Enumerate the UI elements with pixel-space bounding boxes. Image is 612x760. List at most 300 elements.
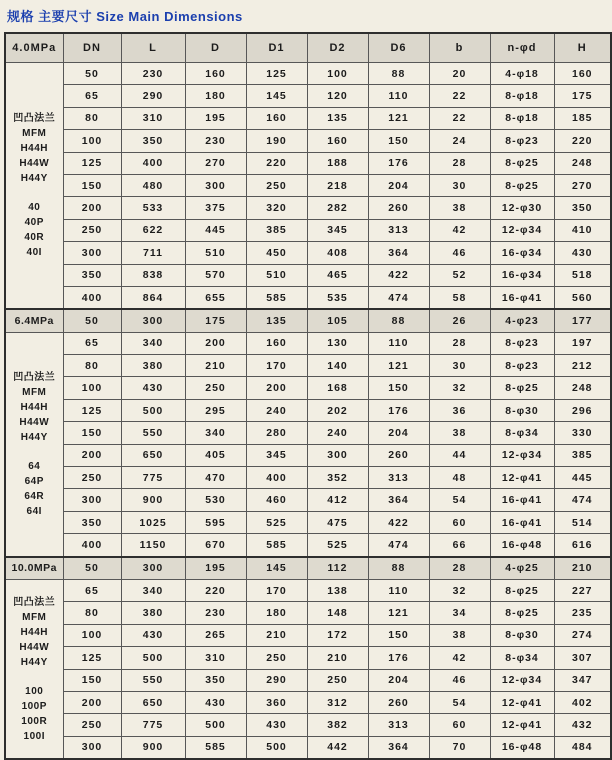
table-cell: 570 xyxy=(185,264,246,286)
table-cell: 28 xyxy=(429,557,490,580)
table-cell: 12-φ34 xyxy=(490,669,554,691)
table-cell: 8-φ23 xyxy=(490,130,554,152)
table-cell: 12-φ41 xyxy=(490,467,554,489)
table-cell: 550 xyxy=(121,422,185,444)
pressure-cell: 4.0MPa xyxy=(5,33,63,63)
table-cell: 22 xyxy=(429,107,490,129)
side-label-cell xyxy=(5,579,63,759)
table-row xyxy=(5,511,611,533)
table-cell: 460 xyxy=(246,489,307,511)
table-cell: 60 xyxy=(429,511,490,533)
table-cell: 8-φ25 xyxy=(490,579,554,601)
table-row xyxy=(5,242,611,264)
table-cell: 197 xyxy=(554,332,611,354)
pressure-cell: 6.4MPa xyxy=(5,309,63,332)
table-cell: 470 xyxy=(185,467,246,489)
table-cell: 24 xyxy=(429,130,490,152)
table-cell: 46 xyxy=(429,669,490,691)
table-cell: 50 xyxy=(63,309,121,332)
table-cell: 350 xyxy=(185,669,246,691)
table-cell: 240 xyxy=(307,422,368,444)
table-cell: 364 xyxy=(368,242,429,264)
column-header: D2 xyxy=(307,33,368,63)
table-row xyxy=(5,534,611,557)
table-cell: 8-φ34 xyxy=(490,422,554,444)
table-row xyxy=(5,355,611,377)
flange-type-label: MFM xyxy=(22,128,47,140)
table-row xyxy=(5,714,611,736)
table-cell: 235 xyxy=(554,602,611,624)
table-cell: 200 xyxy=(185,332,246,354)
table-cell: 30 xyxy=(429,174,490,196)
table-row xyxy=(5,174,611,196)
table-cell: 518 xyxy=(554,264,611,286)
table-cell: 150 xyxy=(368,624,429,646)
table-cell: 195 xyxy=(185,557,246,580)
table-row xyxy=(5,691,611,713)
model-code-label: 100I xyxy=(23,730,45,742)
table-cell: 110 xyxy=(368,85,429,107)
table-cell: 408 xyxy=(307,242,368,264)
table-cell: 352 xyxy=(307,467,368,489)
table-cell: 105 xyxy=(307,309,368,332)
table-cell: 100 xyxy=(63,624,121,646)
table-cell: 307 xyxy=(554,647,611,669)
table-cell: 8-φ25 xyxy=(490,602,554,624)
column-header: DN xyxy=(63,33,121,63)
table-cell: 248 xyxy=(554,152,611,174)
table-cell: 380 xyxy=(121,602,185,624)
table-cell: 125 xyxy=(246,63,307,85)
column-header: H xyxy=(554,33,611,63)
table-cell: 175 xyxy=(185,309,246,332)
table-cell: 310 xyxy=(185,647,246,669)
table-cell: 250 xyxy=(63,219,121,241)
table-cell: 8-φ25 xyxy=(490,174,554,196)
table-cell: 500 xyxy=(246,736,307,759)
column-header: L xyxy=(121,33,185,63)
table-cell: 220 xyxy=(554,130,611,152)
table-cell: 172 xyxy=(307,624,368,646)
table-row xyxy=(5,647,611,669)
table-cell: 170 xyxy=(246,579,307,601)
table-cell: 260 xyxy=(368,691,429,713)
table-cell: 533 xyxy=(121,197,185,219)
flange-type-label: H44Y xyxy=(20,656,48,668)
table-cell: 250 xyxy=(63,467,121,489)
table-cell: 148 xyxy=(307,602,368,624)
table-cell: 80 xyxy=(63,107,121,129)
table-cell: 474 xyxy=(554,489,611,511)
table-cell: 422 xyxy=(368,511,429,533)
table-cell: 188 xyxy=(307,152,368,174)
table-cell: 36 xyxy=(429,399,490,421)
table-cell: 465 xyxy=(307,264,368,286)
table-cell: 112 xyxy=(307,557,368,580)
table-cell: 138 xyxy=(307,579,368,601)
table-cell: 510 xyxy=(246,264,307,286)
table-cell: 385 xyxy=(246,219,307,241)
table-cell: 550 xyxy=(121,669,185,691)
table-cell: 202 xyxy=(307,399,368,421)
table-cell: 150 xyxy=(63,422,121,444)
table-cell: 500 xyxy=(121,647,185,669)
table-cell: 585 xyxy=(246,534,307,557)
table-cell: 382 xyxy=(307,714,368,736)
table-cell: 50 xyxy=(63,557,121,580)
table-cell: 510 xyxy=(185,242,246,264)
table-cell: 80 xyxy=(63,355,121,377)
flange-type-label: H44H xyxy=(20,401,49,413)
table-cell: 330 xyxy=(554,422,611,444)
table-cell: 364 xyxy=(368,736,429,759)
table-cell: 130 xyxy=(307,332,368,354)
table-cell: 8-φ23 xyxy=(490,355,554,377)
table-cell: 313 xyxy=(368,219,429,241)
table-cell: 345 xyxy=(246,444,307,466)
table-cell: 210 xyxy=(246,624,307,646)
table-cell: 12-φ34 xyxy=(490,444,554,466)
page-title-zh: 规格 主要尺寸 xyxy=(7,9,93,24)
table-cell: 20 xyxy=(429,63,490,85)
table-cell: 58 xyxy=(429,286,490,309)
table-row xyxy=(5,85,611,107)
table-cell: 160 xyxy=(185,63,246,85)
table-cell: 176 xyxy=(368,152,429,174)
table-cell: 430 xyxy=(121,624,185,646)
table-cell: 290 xyxy=(121,85,185,107)
table-cell: 585 xyxy=(246,286,307,309)
table-cell: 364 xyxy=(368,489,429,511)
table-cell: 65 xyxy=(63,85,121,107)
table-cell: 12-φ41 xyxy=(490,714,554,736)
table-cell: 900 xyxy=(121,489,185,511)
table-cell: 300 xyxy=(63,489,121,511)
table-cell: 210 xyxy=(185,355,246,377)
table-row xyxy=(5,152,611,174)
table-cell: 400 xyxy=(121,152,185,174)
table-cell: 313 xyxy=(368,714,429,736)
table-cell: 210 xyxy=(307,647,368,669)
table-cell: 340 xyxy=(121,579,185,601)
column-header: D xyxy=(185,33,246,63)
table-cell: 530 xyxy=(185,489,246,511)
table-row xyxy=(5,377,611,399)
table-cell: 38 xyxy=(429,197,490,219)
table-row xyxy=(5,63,611,85)
table-cell: 30 xyxy=(429,355,490,377)
model-code-label: 100P xyxy=(21,700,47,712)
table-cell: 16-φ48 xyxy=(490,736,554,759)
table-cell: 110 xyxy=(368,579,429,601)
table-cell: 300 xyxy=(63,736,121,759)
table-cell: 22 xyxy=(429,85,490,107)
table-cell: 121 xyxy=(368,602,429,624)
table-cell: 34 xyxy=(429,602,490,624)
table-cell: 1025 xyxy=(121,511,185,533)
table-row xyxy=(5,624,611,646)
table-cell: 185 xyxy=(554,107,611,129)
table-cell: 375 xyxy=(185,197,246,219)
table-cell: 340 xyxy=(121,332,185,354)
table-cell: 212 xyxy=(554,355,611,377)
flange-type-label: H44H xyxy=(20,143,49,155)
table-cell: 345 xyxy=(307,219,368,241)
table-cell: 70 xyxy=(429,736,490,759)
table-cell: 300 xyxy=(121,309,185,332)
table-row xyxy=(5,286,611,309)
table-cell: 442 xyxy=(307,736,368,759)
table-cell: 650 xyxy=(121,444,185,466)
flange-type-label: H44W xyxy=(19,416,50,428)
table-cell: 514 xyxy=(554,511,611,533)
table-cell: 347 xyxy=(554,669,611,691)
table-cell: 313 xyxy=(368,467,429,489)
table-cell: 230 xyxy=(185,130,246,152)
table-cell: 125 xyxy=(63,399,121,421)
table-cell: 320 xyxy=(246,197,307,219)
table-cell: 180 xyxy=(246,602,307,624)
table-cell: 110 xyxy=(368,332,429,354)
table-cell: 65 xyxy=(63,332,121,354)
table-cell: 52 xyxy=(429,264,490,286)
table-cell: 1150 xyxy=(121,534,185,557)
table-cell: 4-φ25 xyxy=(490,557,554,580)
table-cell: 16-φ41 xyxy=(490,489,554,511)
table-cell: 525 xyxy=(246,511,307,533)
model-code-label: 64I xyxy=(26,505,42,517)
table-cell: 8-φ18 xyxy=(490,85,554,107)
table-cell: 500 xyxy=(185,714,246,736)
table-cell: 405 xyxy=(185,444,246,466)
table-cell: 474 xyxy=(368,286,429,309)
table-cell: 500 xyxy=(121,399,185,421)
table-cell: 218 xyxy=(307,174,368,196)
table-cell: 32 xyxy=(429,579,490,601)
table-row xyxy=(5,332,611,354)
table-cell: 60 xyxy=(429,714,490,736)
table-cell: 260 xyxy=(368,444,429,466)
flange-type-label: H44H xyxy=(20,626,49,638)
table-cell: 560 xyxy=(554,286,611,309)
table-cell: 121 xyxy=(368,355,429,377)
table-cell: 400 xyxy=(246,467,307,489)
model-code-label: 100R xyxy=(21,715,48,727)
table-cell: 220 xyxy=(246,152,307,174)
flange-type-label: MFM xyxy=(22,611,47,623)
table-cell: 412 xyxy=(307,489,368,511)
page-title-en: Size Main Dimensions xyxy=(96,9,243,24)
table-cell: 474 xyxy=(368,534,429,557)
table-cell: 204 xyxy=(368,422,429,444)
table-cell: 430 xyxy=(185,691,246,713)
table-cell: 38 xyxy=(429,624,490,646)
table-cell: 838 xyxy=(121,264,185,286)
side-label-cell xyxy=(5,332,63,556)
table-cell: 120 xyxy=(307,85,368,107)
table-cell: 650 xyxy=(121,691,185,713)
table-cell: 616 xyxy=(554,534,611,557)
table-cell: 160 xyxy=(307,130,368,152)
column-header: n-φd xyxy=(490,33,554,63)
table-cell: 300 xyxy=(185,174,246,196)
table-cell: 42 xyxy=(429,219,490,241)
flange-type-label: 凹凸法兰 xyxy=(13,371,56,383)
column-header: D6 xyxy=(368,33,429,63)
table-row xyxy=(5,557,611,580)
table-cell: 195 xyxy=(185,107,246,129)
table-row xyxy=(5,130,611,152)
column-header: b xyxy=(429,33,490,63)
table-cell: 48 xyxy=(429,467,490,489)
table-cell: 28 xyxy=(429,152,490,174)
table-cell: 300 xyxy=(121,557,185,580)
table-cell: 170 xyxy=(246,355,307,377)
table-cell: 26 xyxy=(429,309,490,332)
table-cell: 200 xyxy=(63,197,121,219)
table-row xyxy=(5,467,611,489)
table-cell: 32 xyxy=(429,377,490,399)
flange-type-label: 凹凸法兰 xyxy=(13,113,56,125)
table-cell: 88 xyxy=(368,63,429,85)
table-cell: 400 xyxy=(63,534,121,557)
table-cell: 340 xyxy=(185,422,246,444)
table-cell: 80 xyxy=(63,602,121,624)
table-cell: 150 xyxy=(368,130,429,152)
dimensions-table xyxy=(4,32,612,760)
table-cell: 16-φ34 xyxy=(490,242,554,264)
table-row xyxy=(5,489,611,511)
table-cell: 204 xyxy=(368,669,429,691)
table-cell: 100 xyxy=(63,377,121,399)
flange-type-label: H44Y xyxy=(20,431,48,443)
table-cell: 4-φ18 xyxy=(490,63,554,85)
model-code-label: 40P xyxy=(24,217,44,229)
table-cell: 150 xyxy=(368,377,429,399)
table-cell: 12-φ41 xyxy=(490,691,554,713)
table-cell: 360 xyxy=(246,691,307,713)
table-row xyxy=(5,264,611,286)
model-code-label: 40 xyxy=(28,202,41,214)
table-cell: 160 xyxy=(246,107,307,129)
table-cell: 160 xyxy=(554,63,611,85)
table-cell: 150 xyxy=(63,669,121,691)
table-cell: 250 xyxy=(246,174,307,196)
table-row xyxy=(5,107,611,129)
table-cell: 250 xyxy=(307,669,368,691)
table-cell: 484 xyxy=(554,736,611,759)
table-cell: 42 xyxy=(429,647,490,669)
table-cell: 8-φ30 xyxy=(490,399,554,421)
table-cell: 168 xyxy=(307,377,368,399)
table-cell: 16-φ34 xyxy=(490,264,554,286)
table-cell: 432 xyxy=(554,714,611,736)
table-row xyxy=(5,579,611,601)
table-cell: 248 xyxy=(554,377,611,399)
table-cell: 210 xyxy=(554,557,611,580)
model-code-label: 64 xyxy=(28,460,41,472)
table-cell: 430 xyxy=(554,242,611,264)
pressure-cell: 10.0MPa xyxy=(5,557,63,580)
table-cell: 300 xyxy=(307,444,368,466)
table-cell: 4-φ23 xyxy=(490,309,554,332)
flange-type-label: H44Y xyxy=(20,173,48,185)
table-cell: 12-φ34 xyxy=(490,219,554,241)
table-cell: 295 xyxy=(185,399,246,421)
table-cell: 240 xyxy=(246,399,307,421)
table-cell: 290 xyxy=(246,669,307,691)
model-code-label: 64P xyxy=(24,475,44,487)
table-cell: 711 xyxy=(121,242,185,264)
table-cell: 350 xyxy=(121,130,185,152)
table-cell: 8-φ18 xyxy=(490,107,554,129)
table-cell: 900 xyxy=(121,736,185,759)
table-cell: 176 xyxy=(368,647,429,669)
table-cell: 230 xyxy=(121,63,185,85)
table-cell: 282 xyxy=(307,197,368,219)
flange-type-label: H44W xyxy=(19,158,50,170)
table-cell: 250 xyxy=(246,647,307,669)
table-cell: 274 xyxy=(554,624,611,646)
table-cell: 385 xyxy=(554,444,611,466)
table-cell: 350 xyxy=(554,197,611,219)
side-label-cell xyxy=(5,63,63,310)
table-cell: 177 xyxy=(554,309,611,332)
table-cell: 125 xyxy=(63,152,121,174)
table-row xyxy=(5,669,611,691)
table-cell: 150 xyxy=(63,174,121,196)
table-cell: 422 xyxy=(368,264,429,286)
table-cell: 125 xyxy=(63,647,121,669)
table-cell: 445 xyxy=(554,467,611,489)
table-cell: 280 xyxy=(246,422,307,444)
table-cell: 400 xyxy=(63,286,121,309)
table-cell: 46 xyxy=(429,242,490,264)
table-cell: 350 xyxy=(63,511,121,533)
table-row xyxy=(5,422,611,444)
table-cell: 65 xyxy=(63,579,121,601)
table-cell: 775 xyxy=(121,467,185,489)
table-cell: 28 xyxy=(429,332,490,354)
table-cell: 250 xyxy=(63,714,121,736)
table-cell: 145 xyxy=(246,85,307,107)
table-cell: 16-φ41 xyxy=(490,286,554,309)
model-code-label: 64R xyxy=(24,490,45,502)
page-title xyxy=(4,4,608,32)
table-cell: 402 xyxy=(554,691,611,713)
table-cell: 8-φ25 xyxy=(490,152,554,174)
table-cell: 50 xyxy=(63,63,121,85)
table-cell: 88 xyxy=(368,557,429,580)
table-cell: 622 xyxy=(121,219,185,241)
table-cell: 44 xyxy=(429,444,490,466)
table-cell: 220 xyxy=(185,579,246,601)
table-cell: 230 xyxy=(185,602,246,624)
table-cell: 296 xyxy=(554,399,611,421)
table-cell: 250 xyxy=(185,377,246,399)
table-cell: 312 xyxy=(307,691,368,713)
model-code-label: 40I xyxy=(26,247,42,259)
table-cell: 450 xyxy=(246,242,307,264)
table-cell: 310 xyxy=(121,107,185,129)
table-cell: 445 xyxy=(185,219,246,241)
table-cell: 200 xyxy=(246,377,307,399)
table-cell: 525 xyxy=(307,534,368,557)
table-cell: 121 xyxy=(368,107,429,129)
table-cell: 88 xyxy=(368,309,429,332)
flange-type-label: MFM xyxy=(22,386,47,398)
table-cell: 300 xyxy=(63,242,121,264)
